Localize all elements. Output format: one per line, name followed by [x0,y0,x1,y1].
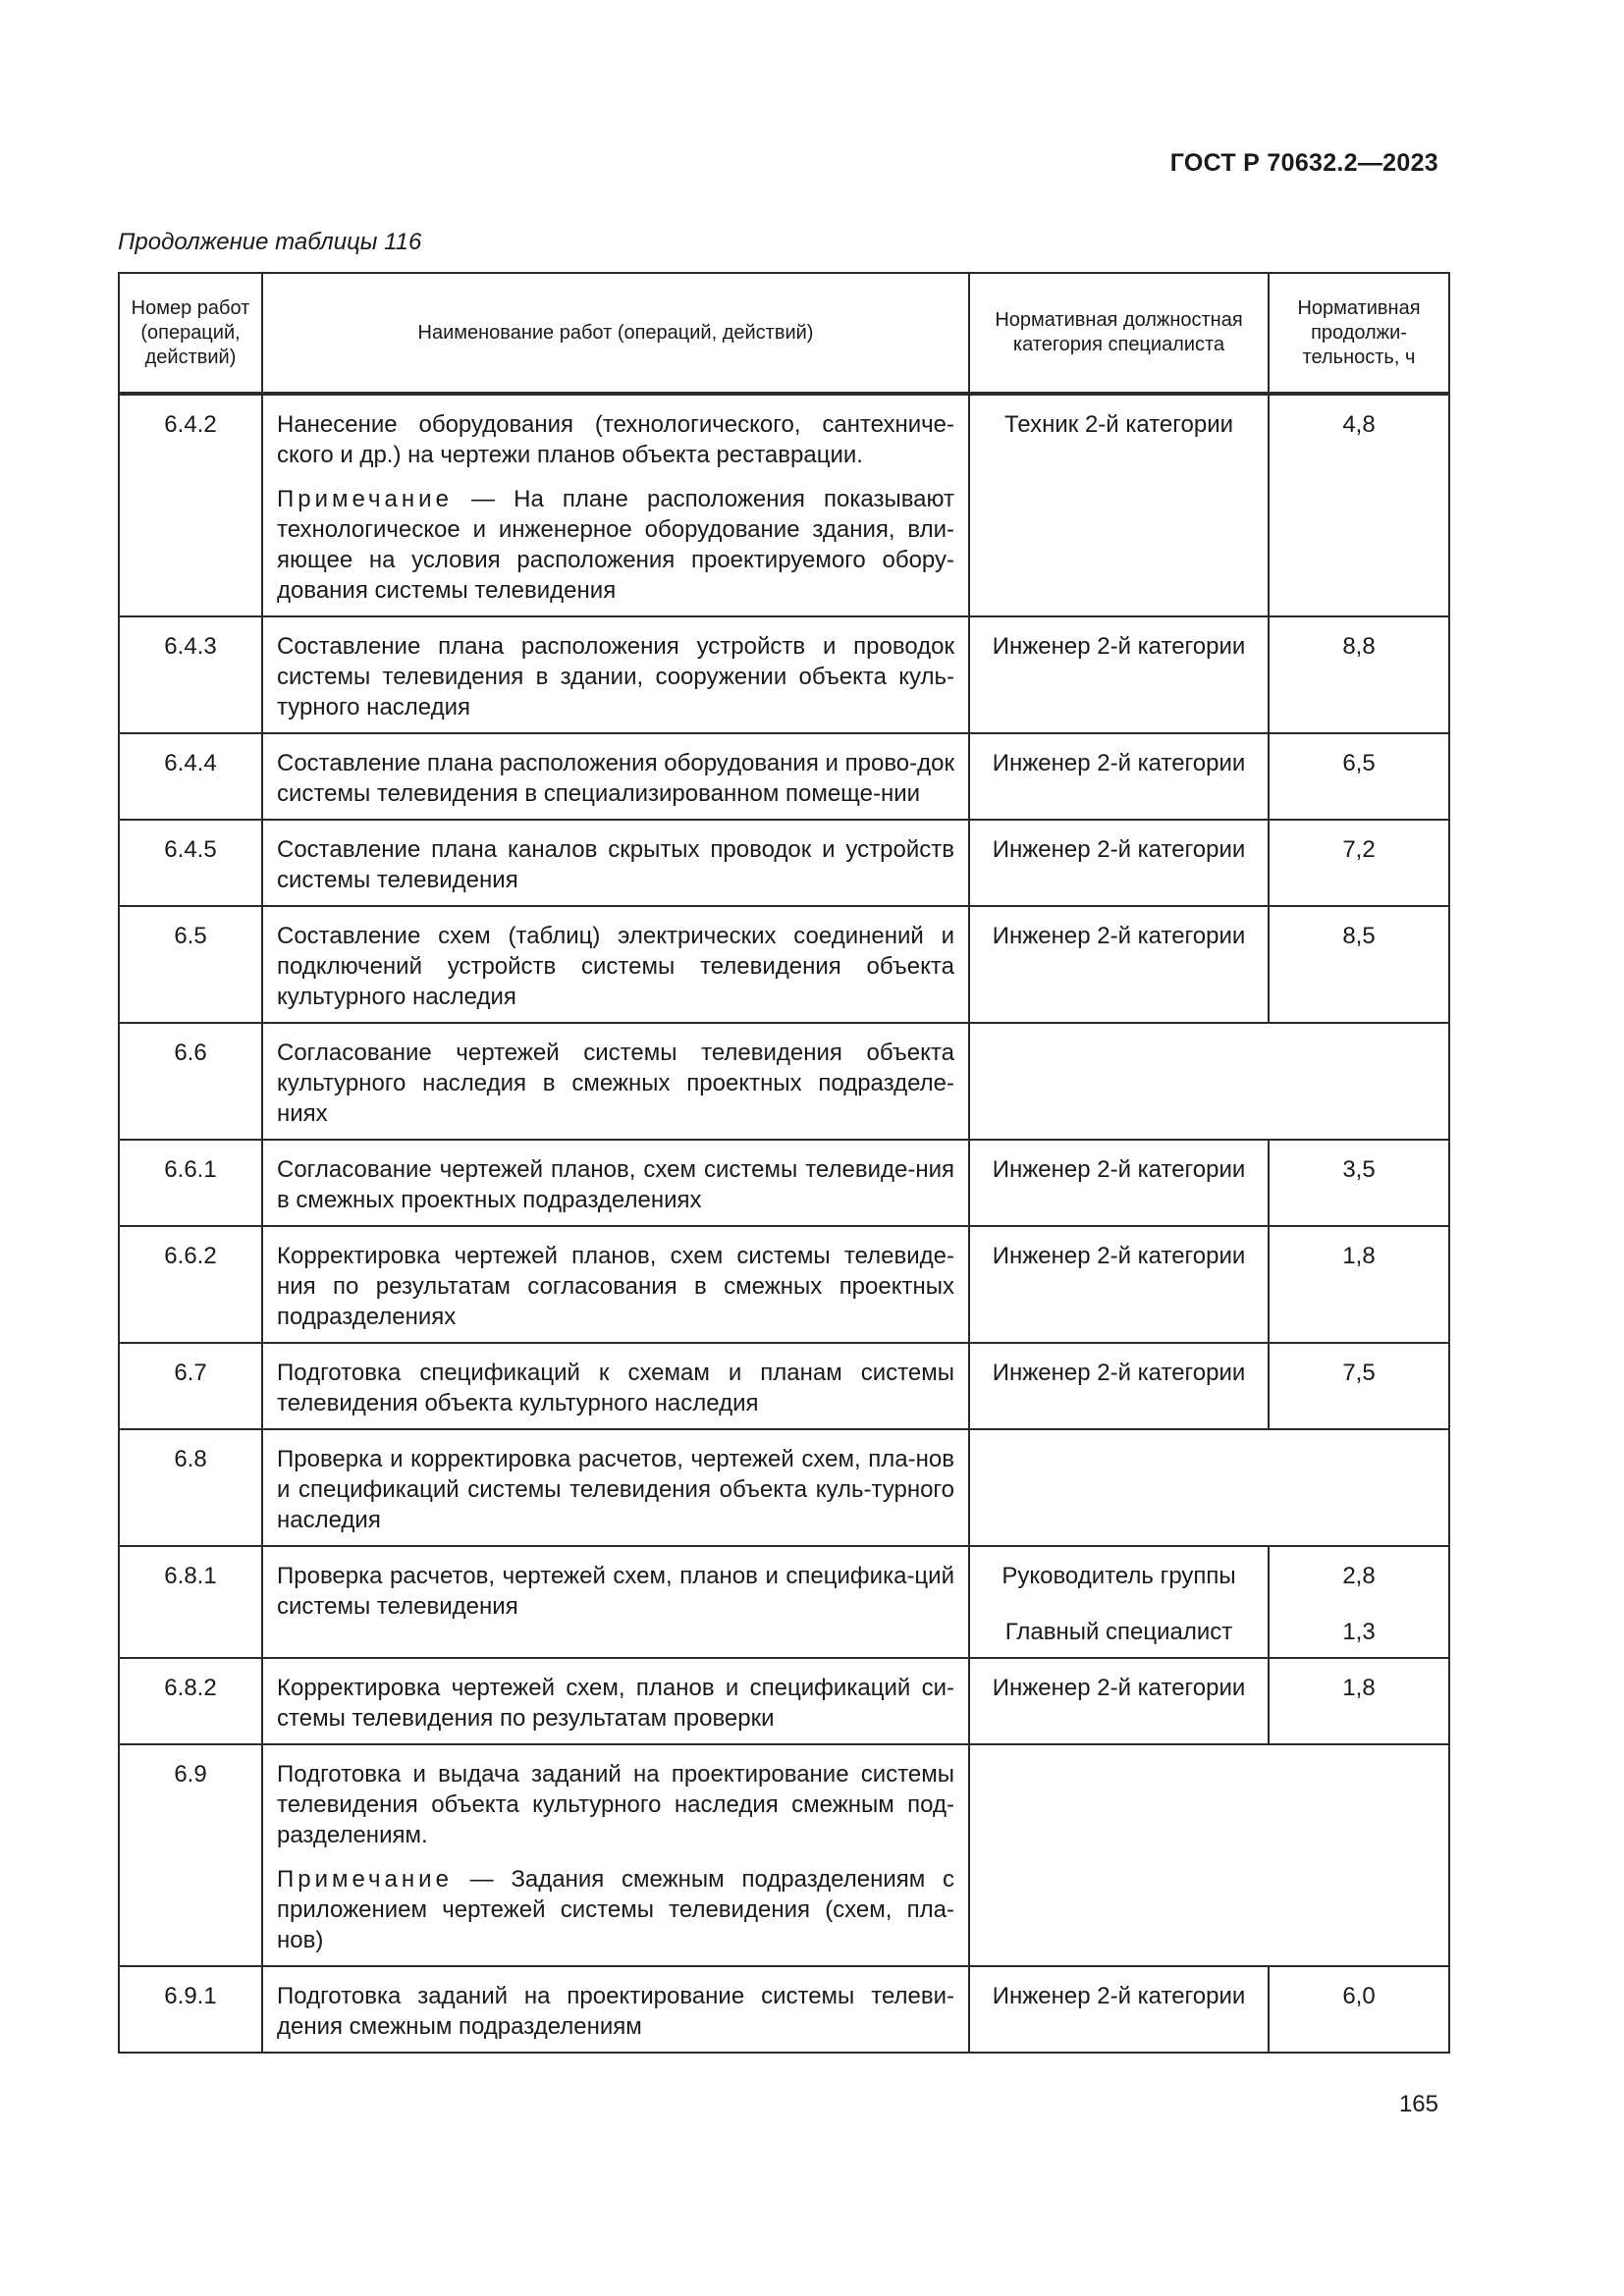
row-note [277,484,954,606]
row-number: 6.4.3 [119,616,262,733]
table-row [119,733,1449,820]
category-line: Главный специалист [1004,1619,1233,1645]
row-number: 6.5 [119,906,262,1023]
row-duration: 7,2 [1269,820,1449,906]
row-duration [1269,1546,1449,1658]
row-number: 6.7 [119,1343,262,1429]
row-empty-cell [969,1744,1449,1966]
row-duration: 6,0 [1269,1966,1449,2053]
row-category: Инженер 2-й категории [969,1140,1269,1226]
row-duration: 8,5 [1269,906,1449,1023]
row-number: 6.6.1 [119,1140,262,1226]
row-name: Составление плана каналов скрытых проводок и устройств системы телевидения [262,820,969,906]
row-name-text: Нанесение оборудования (технологического, сантехниче-ского и др.) на чертежи планов объекта реставрации. [277,411,954,468]
row-number: 6.4.4 [119,733,262,820]
row-duration: 1,8 [1269,1658,1449,1744]
row-number: 6.4.2 [119,394,262,616]
table-caption: Продолжение таблицы 116 [118,229,422,255]
row-name: Согласование чертежей планов, схем системы телевиде-ния в смежных проектных подразделениях [262,1140,969,1226]
row-category: Инженер 2-й категории [969,1226,1269,1343]
row-name [262,394,969,616]
row-category: Инженер 2-й категории [969,906,1269,1023]
row-name: Проверка и корректировка расчетов, чертежей схем, пла-нов и спецификаций системы телевидения объекта куль-турного наследия [262,1429,969,1546]
column-header-duration: Нормативная продолжи-тельность, ч [1269,273,1449,394]
table-row [119,1429,1449,1546]
row-duration: 8,8 [1269,616,1449,733]
row-duration: 4,8 [1269,394,1449,616]
table-header-row [119,273,1449,394]
table-row [119,1023,1449,1140]
row-name [262,1744,969,1966]
table-row [119,1140,1449,1226]
row-number: 6.6.2 [119,1226,262,1343]
row-note [277,1864,954,1955]
table-row [119,820,1449,906]
duration-line: 1,3 [1342,1619,1376,1645]
row-category: Инженер 2-й категории [969,733,1269,820]
note-label: Примечание [277,486,453,512]
column-header-name: Наименование работ (операций, действий) [262,273,969,394]
row-number: 6.9 [119,1744,262,1966]
row-name: Составление схем (таблиц) электрических соединений и подключений устройств системы телевидения объекта культурного наследия [262,906,969,1023]
row-name: Подготовка заданий на проектирование системы телеви-дения смежным подразделениям [262,1966,969,2053]
row-duration: 3,5 [1269,1140,1449,1226]
row-name: Составление плана расположения устройств и проводок системы телевидения в здании, сооружении объекта куль-турного наследия [262,616,969,733]
row-name: Корректировка чертежей планов, схем системы телевиде-ния по результатам согласования в смежных проектных подразделениях [262,1226,969,1343]
note-text: — Задания смежным подразделениям с приложением чертежей системы телевидения (схем, пла-нов) [277,1866,954,1953]
page-number: 165 [1398,2091,1438,2117]
row-number: 6.8.2 [119,1658,262,1744]
row-empty-cell [969,1023,1449,1140]
table-row [119,1226,1449,1343]
table-row [119,906,1449,1023]
row-category: Инженер 2-й категории [969,820,1269,906]
note-text: — На плане расположения показывают технологическое и инженерное оборудование здания, вли-яющее на условия расположения проектируемого обору-дования системы телевидения [277,486,954,604]
note-label: Примечание [277,1866,453,1893]
table-row [119,1343,1449,1429]
row-name: Проверка расчетов, чертежей схем, планов и специфика-ций системы телевидения [262,1546,969,1658]
row-number: 6.9.1 [119,1966,262,2053]
table-row [119,1744,1449,1966]
row-number: 6.6 [119,1023,262,1140]
row-category [969,1546,1269,1658]
category-line: Руководитель группы [1001,1563,1236,1589]
table-row [119,1546,1449,1658]
row-number: 6.4.5 [119,820,262,906]
row-number: 6.8 [119,1429,262,1546]
row-duration: 6,5 [1269,733,1449,820]
duration-line: 2,8 [1342,1563,1376,1589]
row-category: Инженер 2-й категории [969,1658,1269,1744]
row-category: Техник 2-й категории [969,394,1269,616]
table-row [119,616,1449,733]
row-number: 6.8.1 [119,1546,262,1658]
row-empty-cell [969,1429,1449,1546]
row-name: Составление плана расположения оборудования и прово-док системы телевидения в специализированном помеще-нии [262,733,969,820]
table-row [119,1966,1449,2053]
row-category: Инженер 2-й категории [969,1343,1269,1429]
standard-code: ГОСТ Р 70632.2—2023 [1169,149,1438,177]
row-duration: 7,5 [1269,1343,1449,1429]
row-name: Подготовка спецификаций к схемам и планам системы телевидения объекта культурного наследия [262,1343,969,1429]
row-category: Инженер 2-й категории [969,616,1269,733]
row-name: Согласование чертежей системы телевидения объекта культурного наследия в смежных проектных подразделе-ниях [262,1023,969,1140]
row-name-text: Подготовка и выдача заданий на проектирование системы телевидения объекта культурного наследия смежным под-разделениям. [277,1761,954,1848]
column-header-number: Номер работ (операций, действий) [119,273,262,394]
table-row [119,394,1449,616]
table-row [119,1658,1449,1744]
row-duration: 1,8 [1269,1226,1449,1343]
column-header-category: Нормативная должностная категория специалиста [969,273,1269,394]
row-name: Корректировка чертежей схем, планов и спецификаций си-стемы телевидения по результатам проверки [262,1658,969,1744]
norms-table [118,272,1450,2054]
row-category: Инженер 2-й категории [969,1966,1269,2053]
